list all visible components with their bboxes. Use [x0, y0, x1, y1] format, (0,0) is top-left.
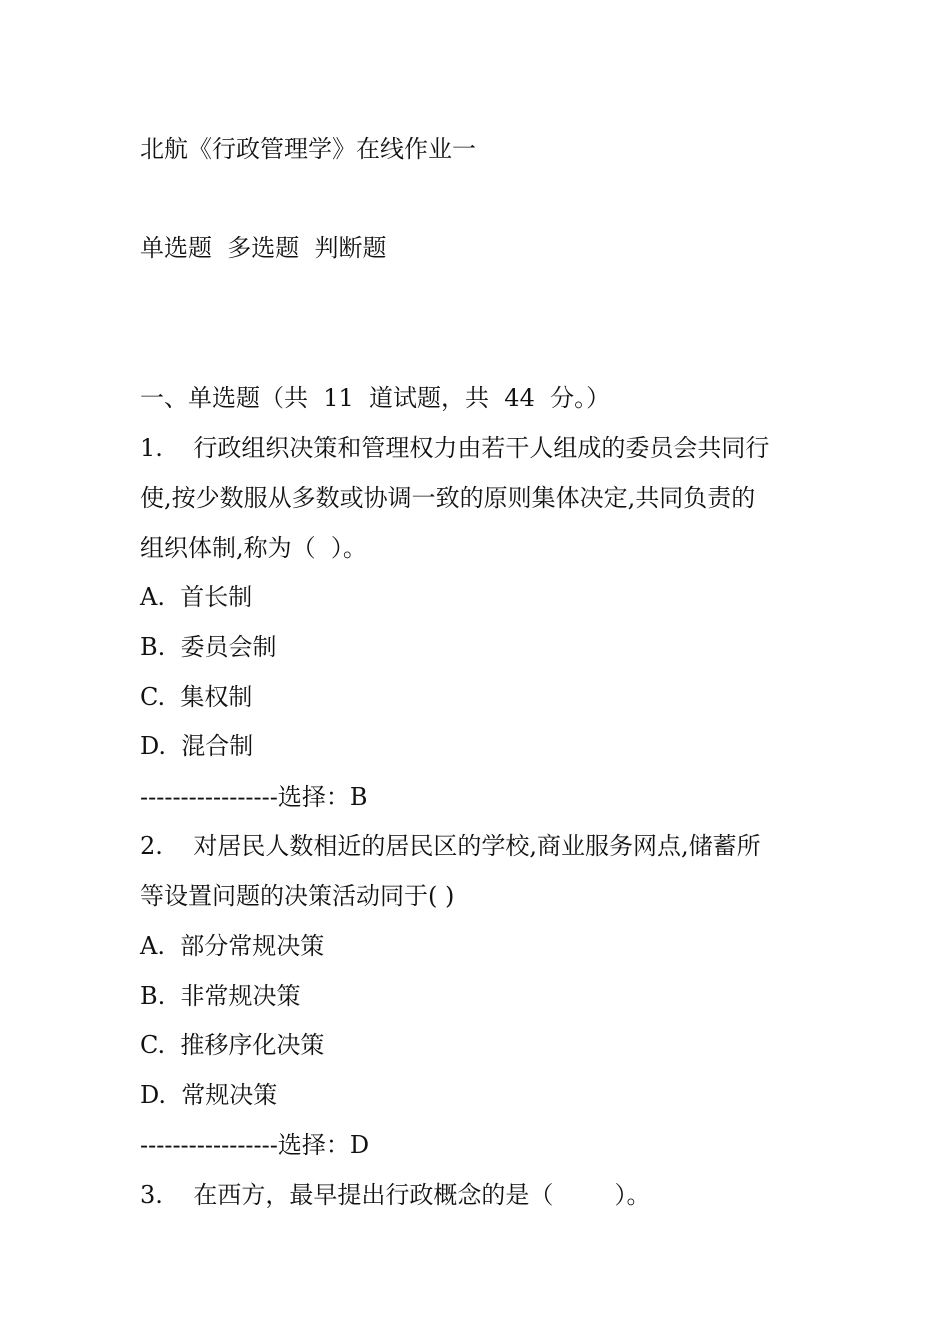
- question-2-answer: -----------------选择：D: [140, 1131, 370, 1159]
- section-heading: 一、单选题（共 11 道试题，共 44 分。）: [140, 384, 611, 412]
- question-types: 单选题 多选题 判断题: [140, 234, 387, 262]
- question-1-answer: -----------------选择：B: [140, 783, 368, 811]
- question-1-option-b: B. 委员会制: [140, 633, 277, 661]
- document-title: 北航《行政管理学》在线作业一: [140, 135, 476, 163]
- question-2-line-1: 2. 对居民人数相近的居民区的学校,商业服务网点,储蓄所: [140, 832, 761, 860]
- question-3-line-1: 3. 在西方，最早提出行政概念的是（ ）。: [140, 1181, 651, 1209]
- question-2-option-c: C. 推移序化决策: [140, 1031, 325, 1059]
- question-1-option-a: A. 首长制: [140, 583, 253, 611]
- question-2-line-2: 等设置问题的决策活动同于( ): [140, 882, 455, 910]
- question-1-line-3: 组织体制,称为（ ）。: [140, 534, 367, 562]
- question-1-line-1: 1. 行政组织决策和管理权力由若干人组成的委员会共同行: [140, 434, 770, 462]
- question-2-option-d: D. 常规决策: [140, 1081, 278, 1109]
- question-1-option-d: D. 混合制: [140, 732, 254, 760]
- question-2-option-a: A. 部分常规决策: [140, 932, 325, 960]
- question-1-line-2: 使,按少数服从多数或协调一致的原则集体决定,共同负责的: [140, 484, 756, 512]
- question-2-option-b: B. 非常规决策: [140, 982, 301, 1010]
- question-1-option-c: C. 集权制: [140, 683, 253, 711]
